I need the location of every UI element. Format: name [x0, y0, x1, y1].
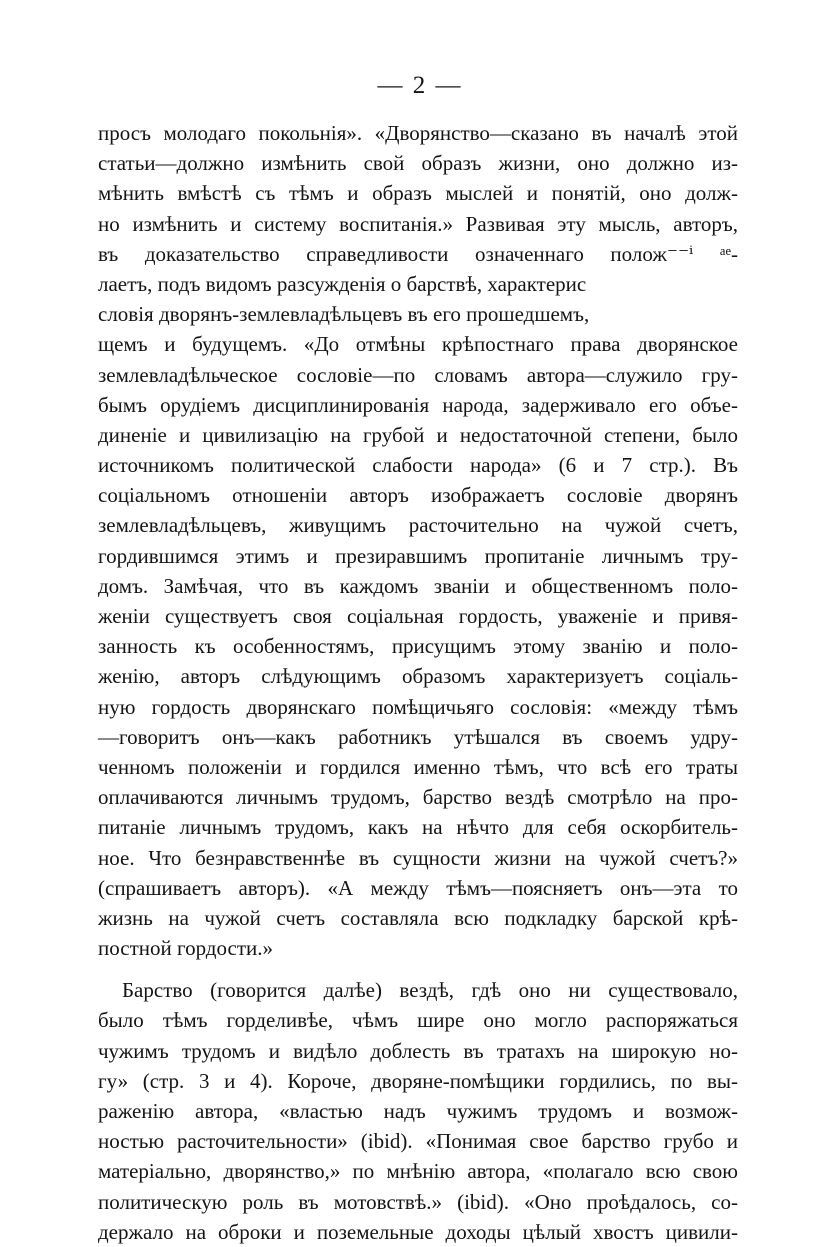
page-number: — 2 —: [377, 72, 463, 99]
text-line: диненіе и цивилизацію на грубой и недостаточной степени, было: [98, 422, 738, 447]
text-line: питаніе личнымъ трудомъ, какъ на нѣчто для себя оскорбитель-: [98, 815, 738, 840]
text-line: матеріально, дворянство,» по мнѣнію автора, «полагало всю свою: [98, 1159, 738, 1184]
text-line: ную гордость дворянскаго помѣщичьяго сословія: «между тѣмъ: [98, 694, 738, 719]
text-line: мѣнить вмѣстѣ съ тѣмъ и образъ мыслей и понятій, оно долж-: [98, 181, 738, 206]
text-line: статьи—должно измѣнить свой образъ жизни, оно должно из-: [98, 151, 738, 176]
text-line: раженію автора, «властью надъ чужимъ трудомъ и возмож-: [98, 1099, 738, 1123]
paragraph-1: [98, 118, 738, 963]
text-line-first: Барство (говорится далѣе) вездѣ, гдѣ оно ни существовало,: [122, 978, 738, 1003]
text-line: ченномъ положеніи и гордился именно тѣмъ, что всѣ его траты: [98, 754, 738, 779]
text-line: гордившимся этимъ и презиравшимъ пропитаніе личнымъ тру-: [98, 543, 738, 568]
text-line: ностью расточительности» (ibid). «Понимая свое барство грубо и: [98, 1129, 738, 1154]
text-line-last: постной гордости.»: [98, 936, 273, 961]
text-line: чужимъ трудомъ и видѣло доблесть въ тратахъ на широкую но-: [98, 1038, 738, 1063]
text-line-obscured: лаетъ, подъ видомъ разсужденія о барствѣ, характерис: [98, 271, 587, 296]
text-line: —говоритъ онъ—какъ работникъ утѣшался въ своемъ удру-: [98, 724, 738, 749]
text-line: гу» (стр. 3 и 4). Короче, дворяне-помѣщики гордились, по вы-: [98, 1068, 738, 1093]
text-line: въ доказательство справедливости означеннаго полож⁻⁻ⁱ ᵃᵉ-: [98, 241, 738, 266]
paragraph-gap: [98, 963, 738, 975]
text-line: политическую роль въ мотовствѣ.» (ibid). «Оно проѣдалось, со-: [98, 1189, 738, 1214]
body-text: [98, 118, 738, 1247]
text-line: землевладѣльческое сословіе—по словамъ автора—служило гру-: [98, 362, 738, 387]
text-line: женіи существуетъ своя соціальная гордость, уваженіе и привя-: [98, 604, 738, 628]
text-line: держало на оброки и поземельные доходы цѣлый хвостъ цивили-: [98, 1219, 738, 1244]
text-line: ное. Что безнравственнѣе въ сущности жизни на чужой счетъ?»: [98, 845, 738, 870]
text-line: бымъ орудіемъ дисциплинированія народа, задерживало его объе-: [98, 392, 738, 417]
text-line: (спрашиваетъ авторъ). «А между тѣмъ—поясняетъ онъ—эта то: [98, 875, 738, 900]
text-line: соціальномъ отношеніи авторъ изображаетъ сословіе дворянъ: [98, 483, 738, 508]
text-line-obscured: словія дворянъ-землевладѣльцевъ въ его прошедшемъ,: [98, 302, 590, 327]
text-line: жизнь на чужой счетъ составляла всю подкладку барской крѣ-: [98, 905, 738, 930]
text-line: оплачиваются личнымъ трудомъ, барство вездѣ смотрѣло на про-: [98, 785, 738, 810]
text-line: женію, авторъ слѣдующимъ образомъ характеризуетъ соціаль-: [98, 664, 738, 689]
text-line: просъ молодаго покольнія». «Дворянство—сказано въ началѣ этой: [98, 121, 738, 145]
text-line: щемъ и будущемъ. «До отмѣны крѣпостнаго права дворянское: [98, 332, 738, 357]
paragraph-2: [98, 975, 738, 1247]
text-line: источникомъ политической слабости народа» (6 и 7 стр.). Въ: [98, 453, 738, 478]
text-line: домъ. Замѣчая, что въ каждомъ званіи и общественномъ поло-: [98, 573, 738, 598]
text-line: было тѣмъ горделивѣе, чѣмъ шире оно могло распоряжаться: [98, 1008, 738, 1033]
text-line: но измѣнить и систему воспитанія.» Развивая эту мысль, авторъ,: [98, 211, 738, 236]
text-line: землевладѣльцевъ, живущимъ расточительно на чужой счетъ,: [98, 513, 738, 538]
text-line: занность къ особенностямъ, присущимъ этому званію и поло-: [98, 634, 738, 659]
